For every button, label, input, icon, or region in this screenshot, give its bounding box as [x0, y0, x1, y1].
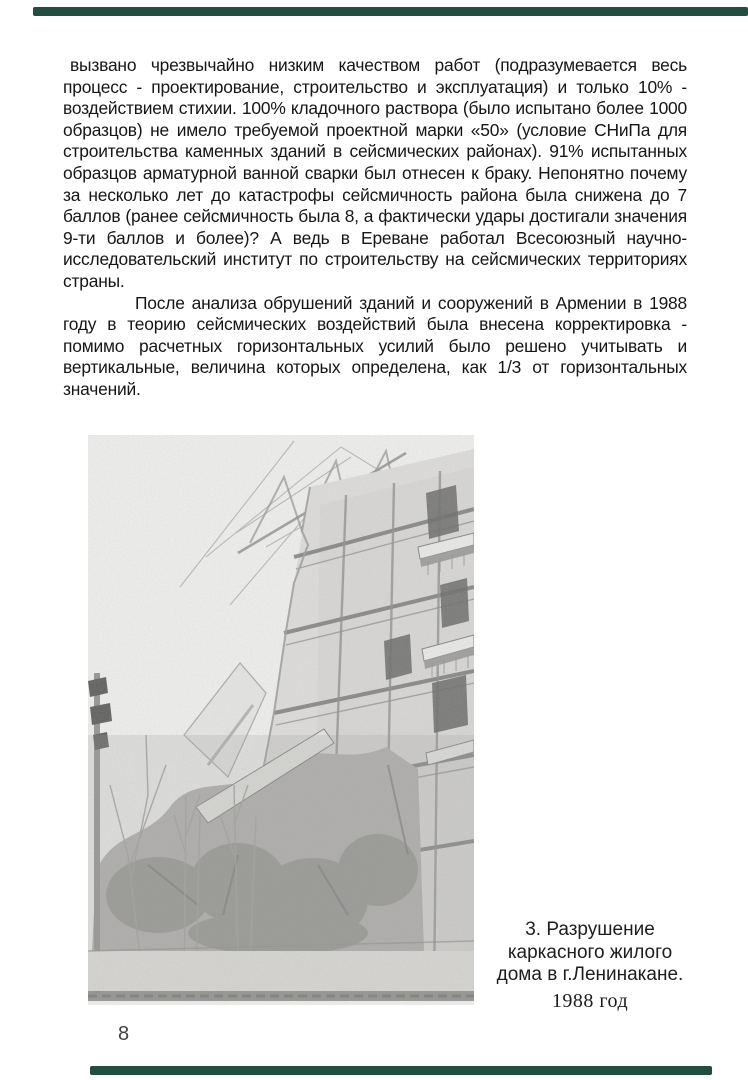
top-border-rule: [33, 7, 748, 16]
caption-line: дома в г.Ленинакане.: [496, 964, 684, 985]
caption-year: 1988 год: [551, 989, 629, 1012]
destroyed-building-photo-art: [88, 435, 474, 1005]
body-text: [63, 55, 687, 401]
page-number: 8: [118, 1023, 130, 1045]
destroyed-building-photo: [88, 435, 474, 1005]
caption-line: каркасного жилого: [507, 941, 673, 963]
figure-caption: [470, 919, 710, 1013]
paragraph-seismic-correction: После анализа обрушений зданий и сооружений в Армении в 1988 году в теорию сейсмических воздействий была внесена корректировка - помимо расчетных горизонтальных усилий было решено учитывать и вертикальные, величина которых определена, как 1/3 от горизонтальных значений.: [63, 292, 687, 399]
paragraph-quality-of-works: вызвано чрезвычайно низким качеством работ (подразумевается весь процесс - проектирование, строительство и эксплуатация) и только 10% - воздействием стихии. 100% кладочного раствора (было испытано более 1000 образцов) не имело требуемой проектной марки «50» (условие СНиПа для строительства каменных зданий в сейсмических районах). 91% испытанных образцов арматурной ванной сварки был отнесен к браку. Непонятно почему за несколько лет до катастрофы сейсмичность района была снижена до 7 баллов (ранее сейсмичность была 8, а фактически удары достигали значения 9-ти баллов и более)? А ведь в Ереване работал Всесоюзный научно-исследовательский институт по строительству на сейсмических территориях страны.: [63, 55, 687, 291]
halftone-grain-dense: [88, 735, 474, 1001]
caption-line: 3. Разрушение: [525, 919, 655, 940]
bottom-border-rule: [90, 1066, 712, 1075]
